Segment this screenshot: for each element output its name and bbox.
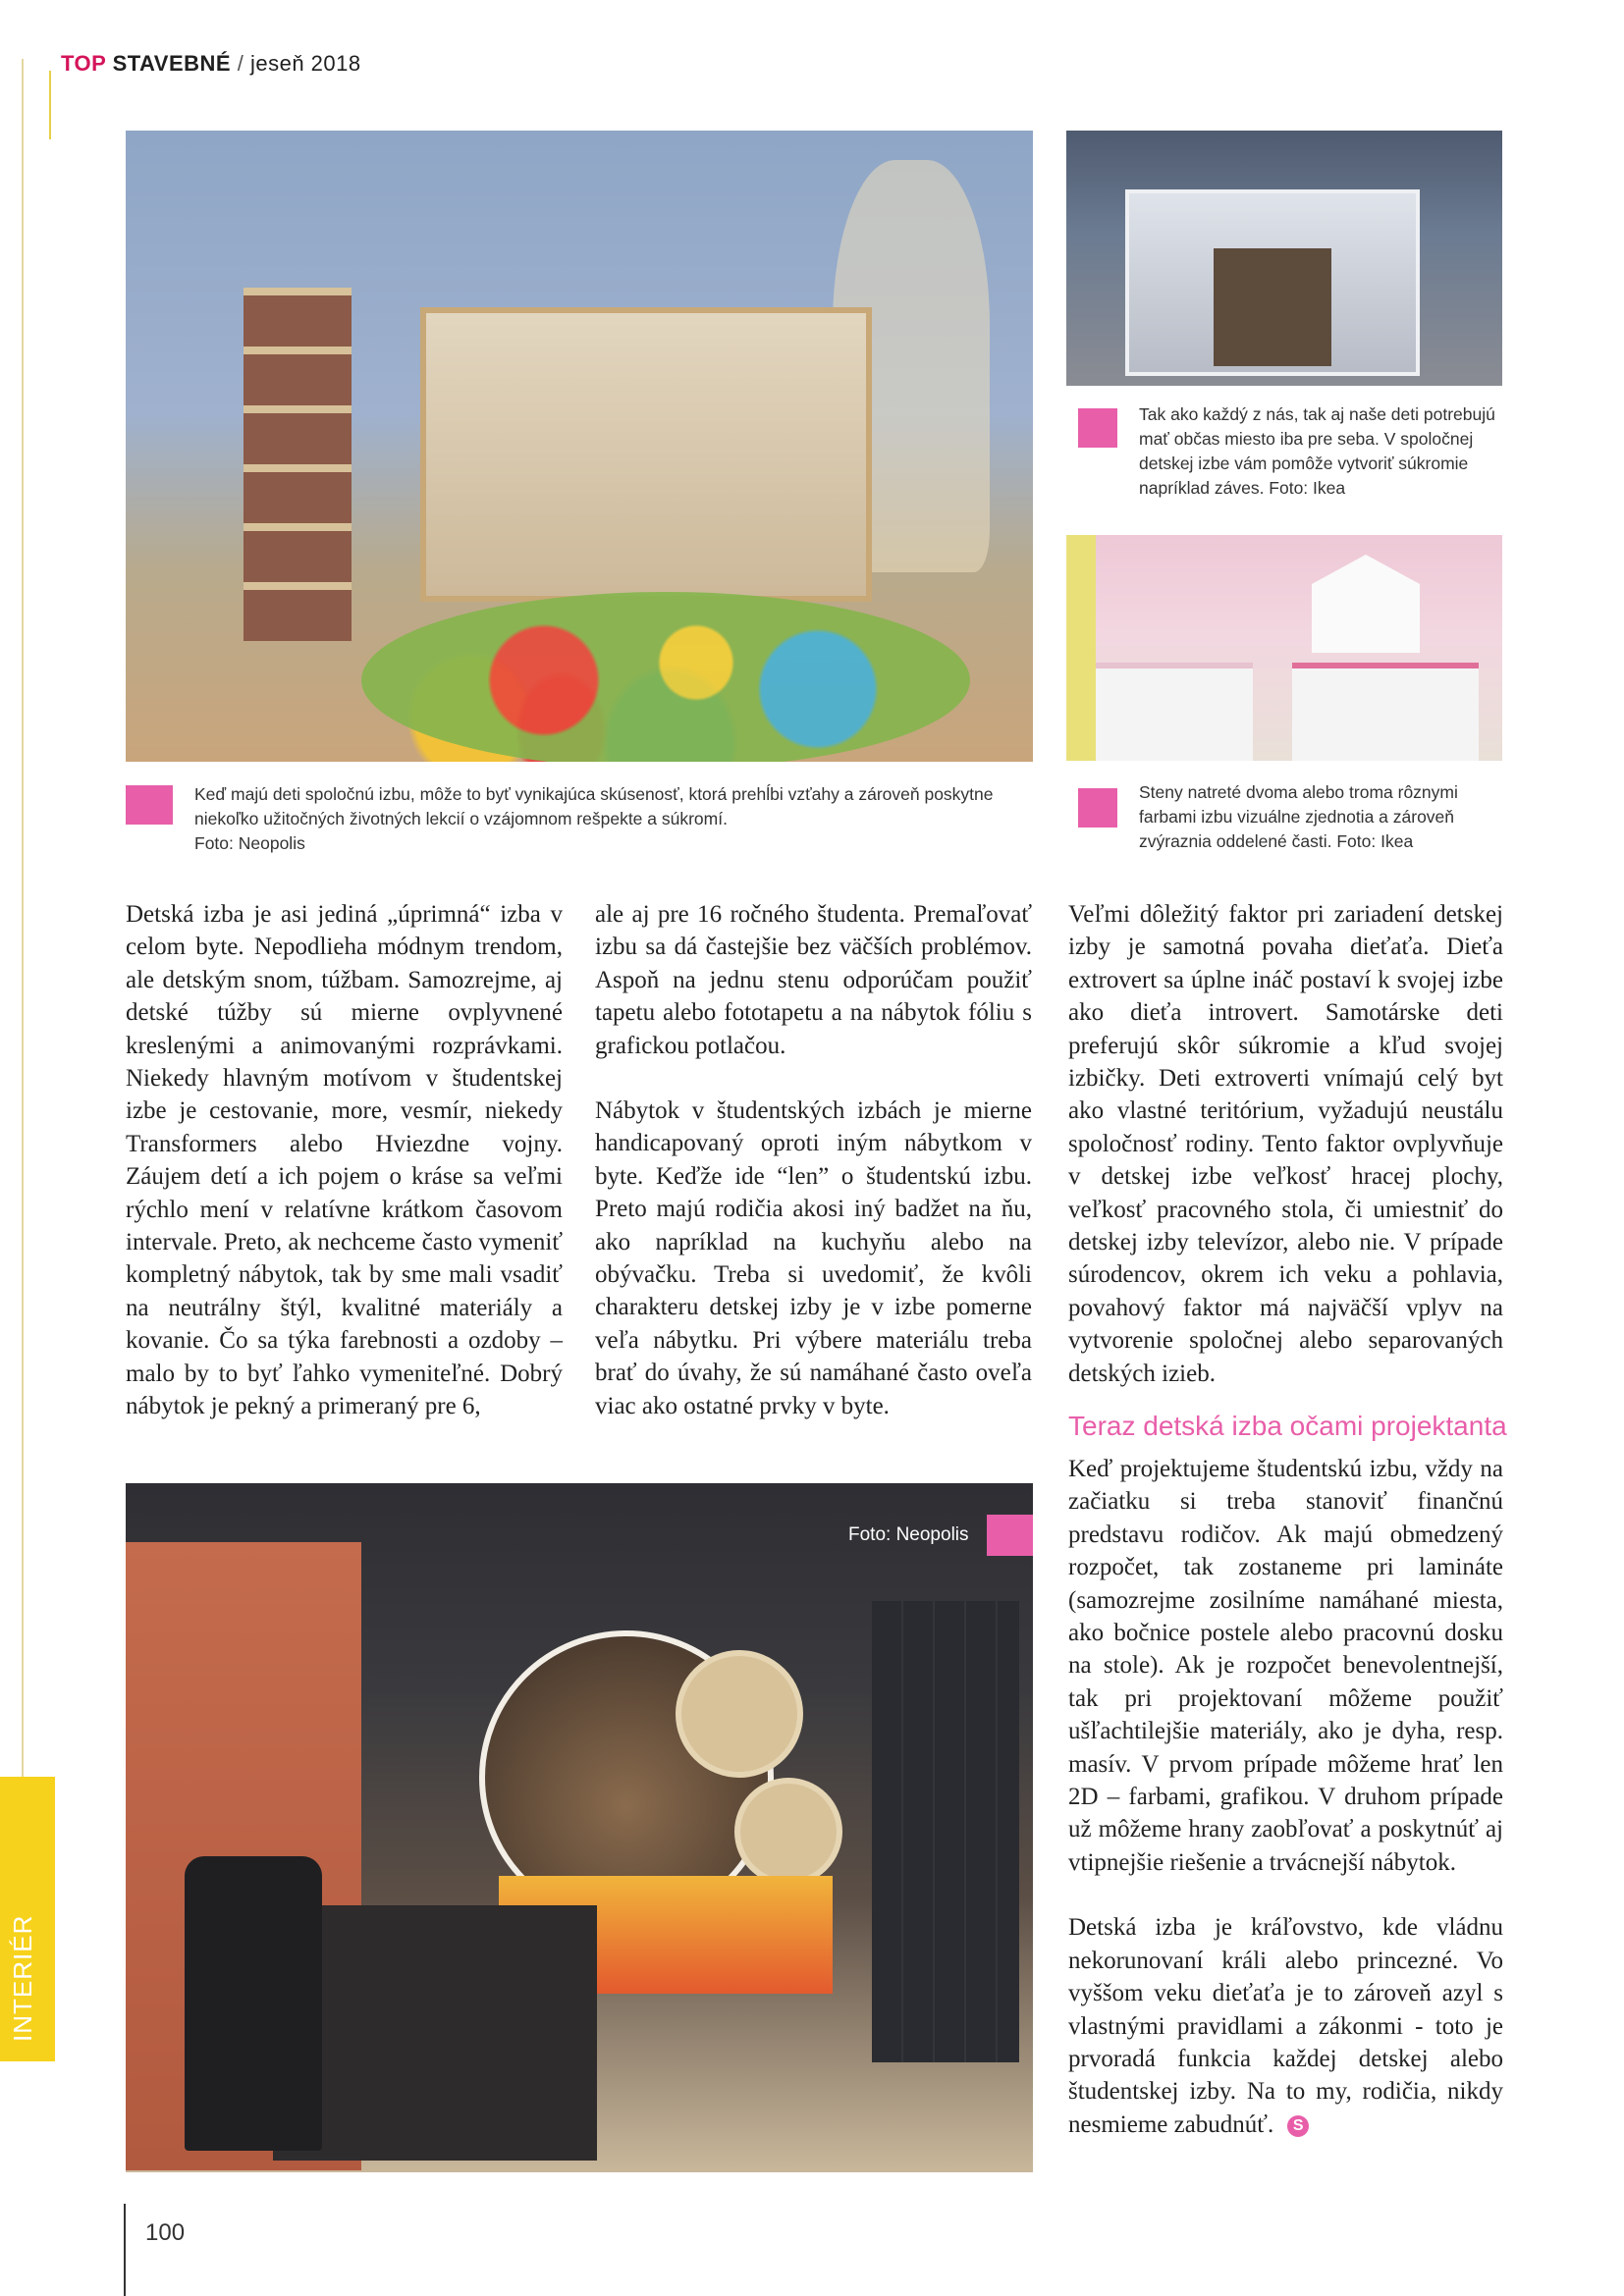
paragraph: ale aj pre 16 ročného študenta. Premaľovať izbu sa dá častejšie bez väčších problémov. Aspoň na jednu stenu odporúčam použiť tapetu alebo fototapetu a na nábytok fóliu s grafickou potlačou. — [595, 901, 1032, 1059]
colorful-rug — [361, 592, 970, 762]
paragraph: Nábytok v študentských izbách je mierne handicapovaný oproti iným nábytkom v byte. Keďže ide “len” o študentskú izbu. Preto majú rodičia akosi iný badžet na ňu, ako napríklad na kuchyňu alebo na obývačku. Treba si uvedomiť, že kvôli charakteru detskej izby je v izbe pomerne veľa nábytku. Pri výbere materiálu treba brať do úvahy, že sú namáhané často oveľa viac ako ostatné prvky v byte. — [595, 1097, 1032, 1419]
house-shelf — [1312, 555, 1420, 653]
office-chair — [185, 1856, 322, 2151]
caption-marker — [126, 785, 173, 825]
article-column-3 — [1068, 898, 1503, 1390]
caption-main-credit: Foto: Neopolis — [194, 833, 305, 853]
issue-season: jeseň 2018 — [249, 51, 361, 76]
magazine-header — [61, 51, 361, 77]
photo-credit-marker — [987, 1515, 1033, 1556]
paragraph: Keď projektujeme študentskú izbu, vždy na začiatku si treba stanoviť finančnú predstavu rodičov. Ak majú obmedzený rozpočet, tak zostaneme pri lamináte (samozrejme zosilníme namáhané miesta, ako bočnice postele alebo pracovnú dosku na stole). Ak je rozpočet benevolentnejší, tak pri projektovaní môžeme použiť ušľachtilejšie materiály, ako je dyha, resp. masív. V prvom prípade môžeme hrať len 2D – farbami, grafikou. V druhom prípade už môžeme hrany zaobľovať a poskytnúť aj vtipnejšie riešenie a trvácnejší nábytok. — [1068, 1456, 1503, 1876]
caption-marker — [1078, 788, 1117, 828]
caption-main — [194, 782, 1039, 856]
paragraph: Detská izba je asi jediná „úprimná“ izba v celom byte. Nepodlieha módnym trendom, ale detským snom, túžbam. Samozrejme, aj detské túžby sú mierne ovplyvnené kreslenými a animovanými rozprávkami. Niekedy hlavným motívom v študentskej izbe je cestovanie, more, vesmír, niekedy Transformers alebo Hviezdne vojny. Záujem detí a ich pojem o kráse sa veľmi rýchlo mení v relatívne krátkom časovom intervale. Preto, ak nechceme často vymeniť kompletný nábytok, tak by sme mali vsadiť na neutrálny štýl, kvalitné materiály a kovanie. Čo sa týka farebnosti a ozdoby – malo by to byť ľahko vymeniteľné. Dobrý nábytok je pekný a primeraný pre 6, — [126, 901, 563, 1420]
brand-name: STAVEBNÉ — [112, 51, 232, 76]
curtained-nook — [1214, 248, 1331, 366]
header-rule — [49, 71, 51, 139]
footer-rule — [124, 2204, 126, 2296]
caption-marker — [1078, 408, 1117, 448]
article-subheading: Teraz detská izba očami projektanta — [1068, 1411, 1507, 1441]
student-room-elephant-photo — [126, 1483, 1033, 2172]
bottom-photo-credit: Foto: Neopolis — [848, 1524, 969, 1545]
page-number: 100 — [145, 2219, 186, 2246]
header-separator: / — [237, 51, 244, 76]
wardrobe-door — [872, 1601, 1019, 2062]
bunk-bed — [420, 307, 872, 602]
side-rail-line — [22, 59, 24, 1787]
section-label: INTERIÉR — [8, 1914, 37, 2042]
desk-right — [1292, 663, 1479, 761]
paragraph — [1068, 1911, 1503, 2141]
final-paragraph: Detská izba je kráľovstvo, kde vládnu nekorunovaní králi alebo princezné. Vo vyššom veku dieťaťa je to zároveň azyl s vlastnými pravidlami a zákonmi - toto je prvoradá funkcia každej detskej alebo študentskej izby. Na to my, rodičia, nikdy nesmieme zabudnúť. — [1068, 1914, 1503, 2138]
caption-top-right: Tak ako každý z nás, tak aj naše deti potrebujú mať občas miesto iba pre seba. V spoločnej detskej izbe vám pomôže vytvoriť súkromie napríklad záves. Foto: Ikea — [1139, 404, 1495, 498]
brand-top: TOP — [61, 51, 106, 76]
paragraph: Veľmi dôležitý faktor pri zariadení detskej izby je samotná povaha dieťaťa. Dieťa extrovert sa úplne ináč postaví k svojej izbe ako dieťa introvert. Samotárske deti preferujú skôr súkromie a kľud svojej izbičky. Deti extroverti vnímajú celý byt ako vlastné teritórium, vyžadujú neustálu spoločnosť rodiny. Tento faktor ovplyvňuje v detskej izbe veľkosť hracej plochy, veľkosť pracovného stola, či umiestniť do detskej izby televízor, alebo nie. V prípade súrodencov, okrem ich veku a pohlavia, povahový faktor má najväčší vplyv na vytvorenie spoločnej alebo separovaných detských izieb. — [1068, 901, 1503, 1387]
kids-shared-room-photo — [126, 131, 1033, 762]
yellow-wall — [1066, 535, 1096, 761]
article-column-2 — [595, 898, 1032, 1422]
desk-left — [1096, 663, 1253, 761]
article-column-1 — [126, 898, 563, 1423]
round-shelf-lower — [734, 1778, 842, 1886]
caption-middle-right: Steny natreté dvoma alebo troma rôznymi farbami izbu vizuálne zjednotia a zároveň zvýraznia oddelené časti. Foto: Ikea — [1139, 782, 1458, 851]
bookshelf — [244, 288, 352, 641]
round-shelf-upper — [676, 1650, 803, 1778]
article-column-4 — [1068, 1453, 1503, 2141]
caption-main-text: Keď majú deti spoločnú izbu, môže to byť vynikajúca skúsenosť, ktorá prehĺbi vzťahy a zároveň poskytne niekoľko užitočných životných lekcií o vzájomnom rešpekte a súkromí. — [194, 784, 994, 828]
curtain-privacy-photo — [1066, 131, 1502, 386]
end-of-article-icon: S — [1287, 2115, 1309, 2137]
two-color-walls-photo — [1066, 535, 1502, 761]
